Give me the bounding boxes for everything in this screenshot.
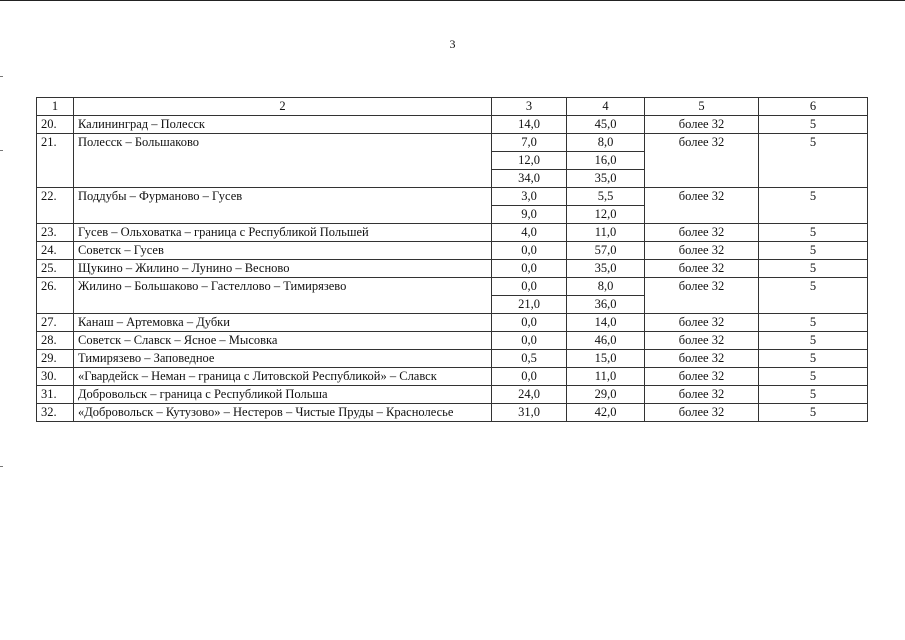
km-start-cell: 0,0 [492,242,567,260]
table-row [37,134,868,152]
roads-table [36,97,868,422]
km-end-cell: 46,0 [567,332,645,350]
km-end-cell: 8,0 [567,134,645,152]
row-number-cell: 30. [37,368,74,386]
column-6-cell: 5 [759,188,868,224]
km-end-cell: 57,0 [567,242,645,260]
road-name-cell: Щукино – Жилино – Лунино – Весново [74,260,492,278]
km-start-cell: 12,0 [492,152,567,170]
km-end-cell: 15,0 [567,350,645,368]
column-6-cell: 5 [759,314,868,332]
km-end-cell: 16,0 [567,152,645,170]
column-6-cell: 5 [759,386,868,404]
table-row [37,332,868,350]
row-number-cell: 20. [37,116,74,134]
row-number-cell: 29. [37,350,74,368]
row-number-cell: 26. [37,278,74,314]
km-start-cell: 0,0 [492,332,567,350]
header-cell: 6 [759,98,868,116]
table-row [37,368,868,386]
km-end-cell: 45,0 [567,116,645,134]
road-name-cell: Поддубы – Фурманово – Гусев [74,188,492,224]
header-cell: 3 [492,98,567,116]
table-header-row [37,98,868,116]
km-start-cell: 24,0 [492,386,567,404]
km-end-cell: 35,0 [567,170,645,188]
road-name-cell: Жилино – Большаково – Гастеллово – Тимирязево [74,278,492,314]
column-6-cell: 5 [759,350,868,368]
km-end-cell: 8,0 [567,278,645,296]
column-6-cell: 5 [759,224,868,242]
km-start-cell: 4,0 [492,224,567,242]
column-5-cell: более 32 [645,314,759,332]
km-start-cell: 0,0 [492,368,567,386]
column-5-cell: более 32 [645,386,759,404]
km-start-cell: 0,0 [492,278,567,296]
column-5-cell: более 32 [645,224,759,242]
km-end-cell: 35,0 [567,260,645,278]
row-number-cell: 27. [37,314,74,332]
row-number-cell: 22. [37,188,74,224]
column-6-cell: 5 [759,278,868,314]
row-number-cell: 23. [37,224,74,242]
km-start-cell: 31,0 [492,404,567,422]
table-row [37,278,868,296]
column-6-cell: 5 [759,260,868,278]
road-name-cell: «Гвардейск – Неман – граница с Литовской Республикой» – Славск [74,368,492,386]
left-margin-mark [0,76,3,77]
table-row [37,260,868,278]
km-start-cell: 7,0 [492,134,567,152]
road-name-cell: Тимирязево – Заповедное [74,350,492,368]
km-start-cell: 14,0 [492,116,567,134]
km-end-cell: 14,0 [567,314,645,332]
column-5-cell: более 32 [645,242,759,260]
row-number-cell: 21. [37,134,74,188]
km-end-cell: 36,0 [567,296,645,314]
road-name-cell: Канаш – Артемовка – Дубки [74,314,492,332]
column-5-cell: более 32 [645,404,759,422]
km-end-cell: 29,0 [567,386,645,404]
column-5-cell: более 32 [645,260,759,278]
left-margin-mark [0,466,3,467]
road-name-cell: Советск – Гусев [74,242,492,260]
column-5-cell: более 32 [645,278,759,314]
km-start-cell: 3,0 [492,188,567,206]
column-5-cell: более 32 [645,188,759,224]
row-number-cell: 25. [37,260,74,278]
column-5-cell: более 32 [645,116,759,134]
header-cell: 4 [567,98,645,116]
row-number-cell: 32. [37,404,74,422]
column-5-cell: более 32 [645,134,759,188]
header-cell: 2 [74,98,492,116]
km-end-cell: 11,0 [567,368,645,386]
row-number-cell: 31. [37,386,74,404]
column-6-cell: 5 [759,404,868,422]
left-margin-mark [0,150,3,151]
road-name-cell: Калининград – Полесск [74,116,492,134]
km-start-cell: 9,0 [492,206,567,224]
column-5-cell: более 32 [645,350,759,368]
km-end-cell: 11,0 [567,224,645,242]
km-start-cell: 0,0 [492,260,567,278]
road-name-cell: Советск – Славск – Ясное – Мысовка [74,332,492,350]
column-6-cell: 5 [759,116,868,134]
row-number-cell: 24. [37,242,74,260]
table-row [37,386,868,404]
column-6-cell: 5 [759,368,868,386]
road-name-cell: «Добровольск – Кутузово» – Нестеров – Чистые Пруды – Краснолесье [74,404,492,422]
table-row [37,242,868,260]
column-5-cell: более 32 [645,332,759,350]
km-end-cell: 5,5 [567,188,645,206]
km-end-cell: 12,0 [567,206,645,224]
table-row [37,224,868,242]
table-row [37,350,868,368]
km-start-cell: 0,5 [492,350,567,368]
km-start-cell: 21,0 [492,296,567,314]
table-row [37,314,868,332]
column-5-cell: более 32 [645,368,759,386]
table-row [37,404,868,422]
road-name-cell: Полесск – Большаково [74,134,492,188]
header-cell: 1 [37,98,74,116]
header-cell: 5 [645,98,759,116]
top-border-line [0,0,905,1]
column-6-cell: 5 [759,242,868,260]
table-row [37,188,868,206]
km-start-cell: 0,0 [492,314,567,332]
road-name-cell: Гусев – Ольховатка – граница с Республикой Польшей [74,224,492,242]
page-number: 3 [449,37,456,51]
column-6-cell: 5 [759,332,868,350]
km-end-cell: 42,0 [567,404,645,422]
km-start-cell: 34,0 [492,170,567,188]
column-6-cell: 5 [759,134,868,188]
road-name-cell: Добровольск – граница с Республикой Польша [74,386,492,404]
row-number-cell: 28. [37,332,74,350]
table-row [37,116,868,134]
